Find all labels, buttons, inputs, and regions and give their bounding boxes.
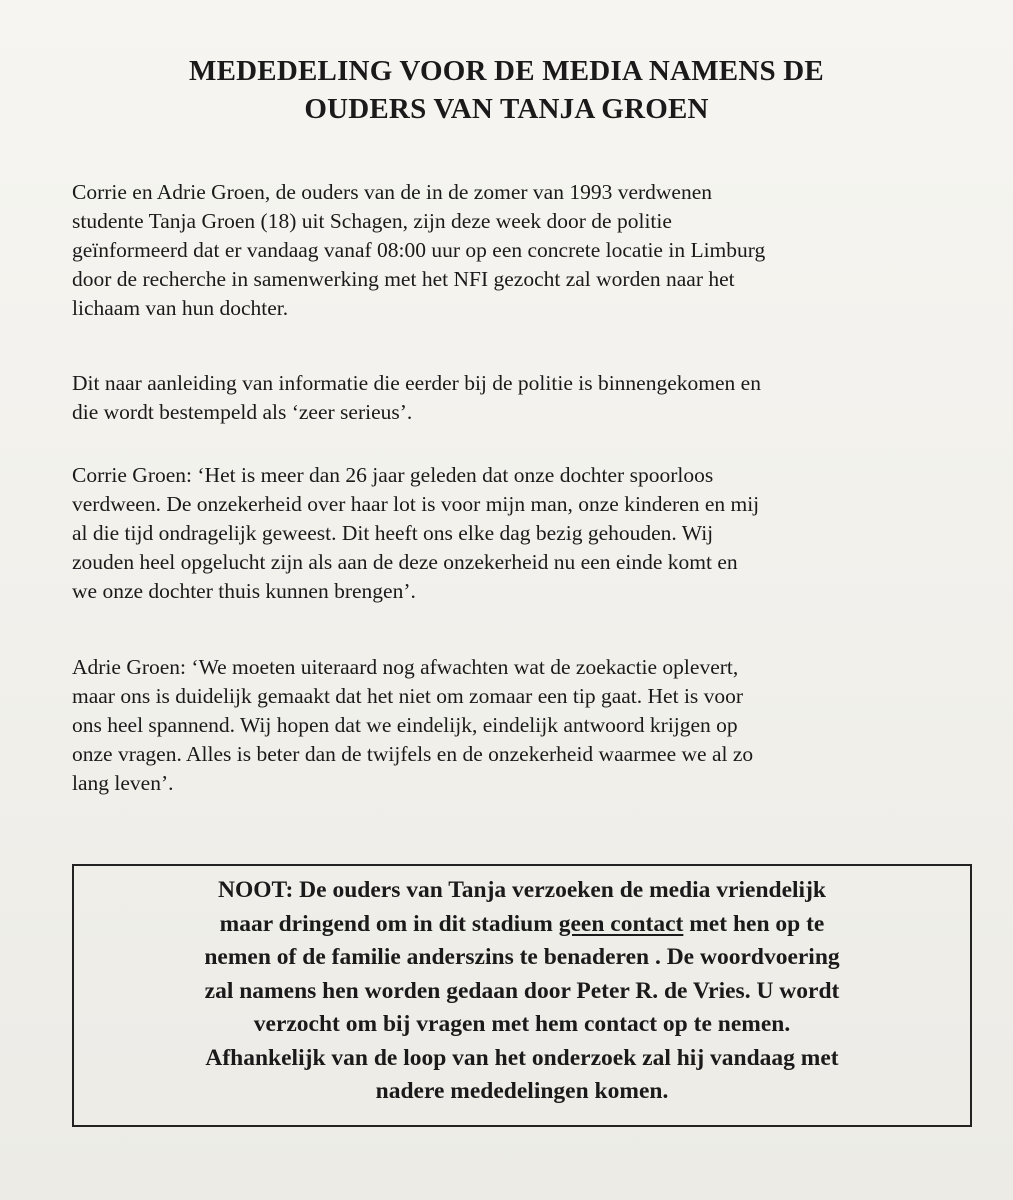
paragraph-information xyxy=(72,369,972,427)
paragraph-announcement xyxy=(72,178,972,323)
note-line: zal namens hen worden gedaan door Peter R. de Vries. U wordt xyxy=(204,977,840,1004)
text-line: onze vragen. Alles is beter dan de twijfels en de onzekerheid waarmee we al zo xyxy=(72,742,754,766)
note-box xyxy=(72,864,972,1127)
title-line: MEDEDELING VOOR DE MEDIA NAMENS DE xyxy=(189,55,824,87)
text-line: Adrie Groen: ‘We moeten uiteraard nog afwachten wat de zoekactie oplevert, xyxy=(72,655,739,679)
paragraph-quote-adrie xyxy=(72,653,972,798)
text-line: Dit naar aanleiding van informatie die eerder bij de politie is binnengekomen en xyxy=(72,371,761,395)
text-line: we onze dochter thuis kunnen brengen’. xyxy=(72,579,416,603)
text-line: lichaam van hun dochter. xyxy=(72,296,289,320)
text-line: lang leven’. xyxy=(72,771,174,795)
note-line xyxy=(84,908,960,942)
note-line: nemen of de familie anderszins te benaderen . De woordvoering xyxy=(204,944,840,970)
underlined-emphasis: geen contact xyxy=(558,910,684,937)
paragraph-quote-corrie xyxy=(72,461,972,606)
text-line: door de recherche in samenwerking met het NFI gezocht zal worden naar het xyxy=(72,267,735,291)
text-line: studente Tanja Groen (18) uit Schagen, zijn deze week door de politie xyxy=(72,209,672,233)
title-line: OUDERS VAN TANJA GROEN xyxy=(304,93,709,125)
note-line: NOOT: De ouders van Tanja verzoeken de media vriendelijk xyxy=(218,877,826,903)
note-line: verzocht om bij vragen met hem contact op te nemen. xyxy=(253,1011,791,1037)
text-line: verdween. De onzekerheid over haar lot is voor mijn man, onze kinderen en mij xyxy=(72,492,760,516)
text-line: zouden heel opgelucht zijn als aan de deze onzekerheid nu een einde komt en xyxy=(72,550,738,574)
note-line: Afhankelijk van de loop van het onderzoek zal hij vandaag met xyxy=(205,1044,839,1071)
text-line: al die tijd ondragelijk geweest. Dit heeft ons elke dag bezig gehouden. Wij xyxy=(72,521,714,545)
note-line: nadere mededelingen komen. xyxy=(375,1078,669,1104)
text-line: Corrie en Adrie Groen, de ouders van de in de zomer van 1993 verdwenen xyxy=(72,180,713,204)
text-line: die wordt bestempeld als ‘zeer serieus’. xyxy=(72,400,413,424)
document-title xyxy=(60,52,953,128)
text-line: geïnformeerd dat er vandaag vanaf 08:00 uur op een concrete locatie in Limburg xyxy=(72,238,766,262)
text-line: ons heel spannend. Wij hopen dat we eindelijk, eindelijk antwoord krijgen op xyxy=(72,713,738,737)
text-line: maar ons is duidelijk gemaakt dat het niet om zomaar een tip gaat. Het is voor xyxy=(72,684,744,708)
note-text: met hen op te xyxy=(683,910,825,937)
text-line: Corrie Groen: ‘Het is meer dan 26 jaar geleden dat onze dochter spoorloos xyxy=(72,463,714,487)
note-text: maar dringend om in dit stadium xyxy=(219,910,559,937)
